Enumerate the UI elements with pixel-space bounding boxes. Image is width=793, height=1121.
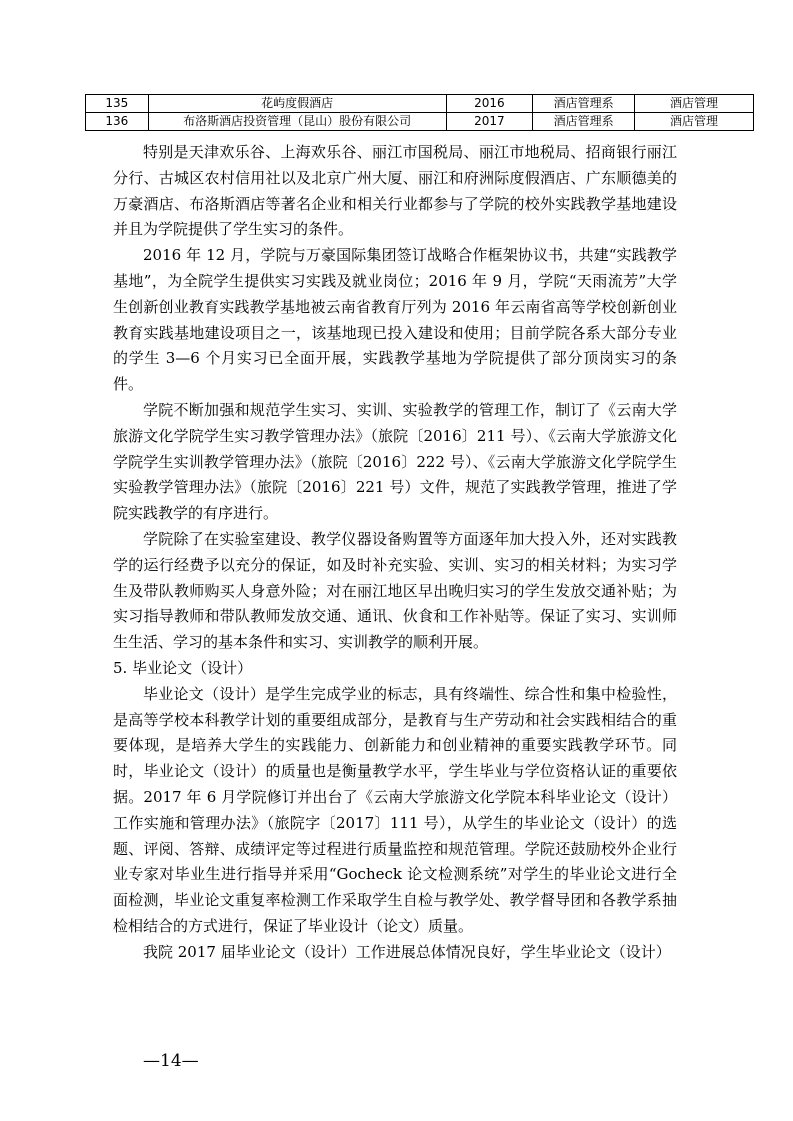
table-row xyxy=(86,95,754,113)
table-cell-no: 135 xyxy=(86,95,149,113)
paragraph: 毕业论文（设计）是学生完成学业的标志，具有终端性、综合性和集中检验性，是高等学校本科教学计划的重要组成部分，是教育与生产劳动和社会实践相结合的重要体现，是培养大学生的实践能力、创新能力和创业精神的重要实践教学环节。同时，毕业论文（设计）的质量也是衡量教学水平，学生毕业与学位资格认证的重要依据。2017 年 6 月学院修订并出台了《云南大学旅游文化学院本科毕业论文（设计）工作实施和管理办法》（旅院字〔2017〕111 号），从学生的毕业论文（设计）的选题、评阅、答辩、成绩评定等过程进行质量监控和规范管理。学院还鼓励校外企业行业专家对毕业生进行指导并采用“Gocheck 论文检测系统”对学生的毕业论文进行全面检测，毕业论文重复率检测工作采取学生自检与教学处、教学督导团和各教学系抽检相结合的方式进行，保证了毕业设计（论文）质量。 xyxy=(113,684,677,935)
page-number: —14— xyxy=(143,1051,199,1071)
section-heading: 5. 毕业论文（设计） xyxy=(113,658,253,677)
table-cell-major: 酒店管理 xyxy=(635,95,754,113)
paragraph: 特别是天津欢乐谷、上海欢乐谷、丽江市国税局、丽江市地税局、招商银行丽江分行、古城区农村信用社以及北京广州大厦、丽江和府洲际度假酒店、广东顺德美的万豪酒店、布洛斯酒店等著名企业和相关行业都参与了学院的校外实践教学基地建设并且为学院提供了学生实习的条件。 xyxy=(113,143,677,239)
table-cell-no: 136 xyxy=(86,113,149,131)
paragraph: 学院除了在实验室建设、教学仪器设备购置等方面逐年加大投入外，还对实践教学的运行经费予以充分的保证，如及时补充实验、实训、实习的相关材料；为实习学生及带队教师购买人身意外险；对在丽江地区早出晚归实习的学生发放交通补贴；为实习指导教师和带队教师发放交通、通讯、伙食和工作补贴等。保证了实习、实训师生生活、学习的基本条件和实习、实训教学的顺利开展。 xyxy=(113,529,677,652)
table-cell-dept: 酒店管理系 xyxy=(533,113,635,131)
table-cell-year: 2017 xyxy=(446,113,532,131)
document-body xyxy=(113,140,677,966)
table-cell-major: 酒店管理 xyxy=(635,113,754,131)
table-cell-name: 花屿度假酒店 xyxy=(148,95,446,113)
table-cell-year: 2016 xyxy=(446,95,532,113)
base-list-table xyxy=(85,94,754,131)
paragraph: 学院不断加强和规范学生实习、实训、实验教学的管理工作，制订了《云南大学旅游文化学院学生实习教学管理办法》（旅院〔2016〕211 号）、《云南大学旅游文化学院学生实训教学管理办法》（旅院〔2016〕222 号）、《云南大学旅游文化学院学生实验教学管理办法》（旅院〔2016〕221 号）文件，规范了实践教学管理，推进了学院实践教学的有序进行。 xyxy=(113,400,677,523)
paragraph: 我院 2017 届毕业论文（设计）工作进展总体情况良好，学生毕业论文（设计） xyxy=(143,942,671,961)
table-row xyxy=(86,113,754,131)
table-cell-dept: 酒店管理系 xyxy=(533,95,635,113)
paragraph: 2016 年 12 月，学院与万豪国际集团签订战略合作框架协议书，共建“实践教学基地”，为全院学生提供实习实践及就业岗位；2016 年 9 月，学院“天雨流芳”大学生创新创业教育实践教学基地被云南省教育厅列为 2016 年云南省高等学校创新创业教育实践基地建设项目之一，该基地现已投入建设和使用；目前学院各系大部分专业的学生 3—6 个月实习已全面开展，实践教学基地为学院提供了部分顶岗实习的条件。 xyxy=(113,246,677,394)
table-cell-name: 布洛斯酒店投资管理（昆山）股份有限公司 xyxy=(148,113,446,131)
